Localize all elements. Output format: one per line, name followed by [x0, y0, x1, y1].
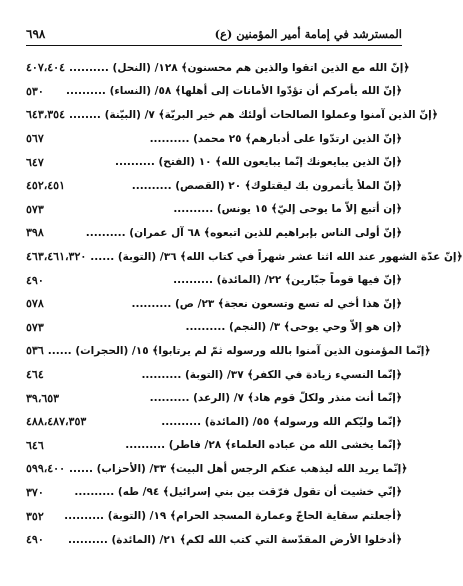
index-entry: [26, 198, 402, 222]
entry-pages: ٣٩٨: [26, 226, 44, 240]
entry-verse: ﴿إنّما أنت منذر ولكلّ قوم هاد﴾ ٧/ (الرعد) ..........: [149, 392, 402, 405]
index-entry: [26, 127, 402, 151]
index-entry: [26, 339, 431, 363]
entry-verse: ﴿إن أتبع إلاّ ما يوحى إليّ﴾ ١٥ يونس) ..........: [173, 203, 402, 216]
entry-pages: ٥٣٠: [26, 84, 44, 98]
entry-verse: ﴿إنّ الذين يبايعونك إنّما يبايعون الله﴾ ١٠ (الفتح) ..........: [114, 156, 402, 169]
entry-pages: ٤٠٧،٤٠٤: [26, 61, 65, 75]
index-entry: [26, 292, 402, 316]
index-entry: [26, 174, 402, 198]
entry-verse: ﴿إنّ الله مع الذين اتقوا والذين هم محسنون﴾ ١٢٨/ (النحل) ..........: [69, 61, 410, 74]
index-entry: [26, 434, 402, 458]
entry-pages: ٥٧٨: [26, 297, 44, 311]
entry-pages: ٣٧٠: [26, 485, 44, 499]
entry-pages: ٤٩٠: [26, 273, 44, 287]
index-entry: [26, 457, 408, 481]
entry-verse: ﴿إنّ هذا أخي له تسع وتسعون نعجة﴾ ٢٣/ ص) ..........: [131, 297, 402, 310]
index-entry: [26, 245, 463, 269]
index-entry: [26, 528, 402, 552]
entry-pages: ٦٤٧: [26, 155, 44, 169]
entry-verse: ﴿إنّ الملأ يأتمرون بك ليقتلوك﴾ ٢٠ (القصص) ..........: [131, 179, 402, 192]
entry-verse: ﴿إنّما يريد الله ليذهب عنكم الرجس أهل البيت﴾ ٣٣/ (الأحزاب) ......: [69, 462, 408, 475]
running-title: المسترشد في إمامة أمير المؤمنين (ع): [214, 27, 402, 41]
entry-verse: ﴿إنّما وليّكم الله ورسوله﴾ ٥٥/ (المائدة) ..........: [161, 415, 402, 428]
entry-verse: ﴿إنّما المؤمنون الذين آمنوا بالله ورسوله ثمّ لم يرتابوا﴾ ١٥/ (الحجرات) ......: [47, 344, 431, 357]
entry-verse: ﴿إنّ عدّة الشهور عند الله اثنا عشر شهراً في كتاب الله﴾ ٣٦/ (التوبة) ......: [90, 250, 463, 263]
header-rule: [26, 45, 402, 46]
entry-pages: ٤٨٨،٤٨٧،٣٥٣: [26, 415, 87, 429]
entry-verse: ﴿أدخلوا الأرض المقدّسة التي كتب الله لكم﴾ ٢١/ (المائدة) ..........: [67, 533, 402, 546]
index-entry: [26, 150, 402, 174]
page-header: [26, 26, 402, 42]
entry-verse: ﴿إنّ أولى الناس بإبراهيم للذين اتبعوه﴾ ٦٨ آل عمران) ..........: [85, 226, 402, 239]
index-entry: [26, 80, 402, 104]
entry-pages: ٥٧٣: [26, 320, 44, 334]
entry-verse: ﴿إنّ فيها قوماً جبّارين﴾ ٢٢/ (المائدة) ..........: [173, 274, 402, 287]
entry-pages: ٣٥٢: [26, 509, 44, 523]
index-entry: [26, 481, 402, 505]
index-entry: [26, 504, 402, 528]
index-entry: [26, 316, 402, 340]
entry-verse: ﴿إنّ الذين آمنوا وعملوا الصالحات أولئك هم خير البريّة﴾ ٧/ (البيّنة) ........: [69, 108, 438, 121]
entry-pages: ٤٦٤: [26, 368, 44, 382]
entry-pages: ٥٩٩،٤٠٠: [26, 462, 65, 476]
index-entry: [26, 221, 402, 245]
entry-verse: ﴿إنّ الذين ارتدّوا على أدبارهم﴾ ٢٥ محمد) ..........: [149, 132, 402, 145]
entry-verse: ﴿إنّما النسيء زيادة في الكفر﴾ ٣٧/ (التوبة) ..........: [141, 368, 402, 381]
entry-pages: ٤٥٢،٤٥١: [26, 179, 65, 193]
index-entry: [26, 363, 402, 387]
page-number: ٦٩٨: [26, 27, 46, 41]
index-entry: [26, 103, 438, 127]
entry-verse: ﴿إنّي خشيت أن تقول فرّقت بين بني إسرائيل﴾ ٩٤/ طه) ..........: [74, 486, 402, 499]
index-entry: [26, 386, 402, 410]
entry-pages: ٣٩،٦٥٣: [26, 391, 60, 405]
entry-verse: ﴿أجعلتم سقاية الحاجّ وعمارة المسجد الحرام﴾ ١٩/ (التوبة) ..........: [64, 510, 402, 523]
entry-pages: ٤٦٣،٤٦١،٣٢٠: [26, 250, 87, 264]
verse-index-list: [26, 56, 463, 551]
index-entry: [26, 410, 402, 434]
entry-verse: ﴿إن هو إلاّ وحي يوحى﴾ ٣/ (النجم) ..........: [185, 321, 402, 334]
entry-verse: ﴿إنّما يخشى الله من عباده العلماء﴾ ٢٨/ فاطر) ..........: [125, 439, 402, 452]
index-entry: [26, 56, 410, 80]
entry-pages: ٤٩٠: [26, 533, 44, 547]
entry-pages: ٦٤٣،٣٥٤: [26, 108, 65, 122]
entry-verse: ﴿إنّ الله يأمركم أن تؤدّوا الأمانات إلى أهلها﴾ ٥٨/ (النساء) ..........: [66, 85, 402, 98]
entry-pages: ٥٣٦: [26, 344, 44, 358]
entry-pages: ٥٦٧: [26, 132, 44, 146]
entry-pages: ٥٧٣: [26, 202, 44, 216]
entry-pages: ٦٤٦: [26, 438, 44, 452]
index-entry: [26, 268, 402, 292]
